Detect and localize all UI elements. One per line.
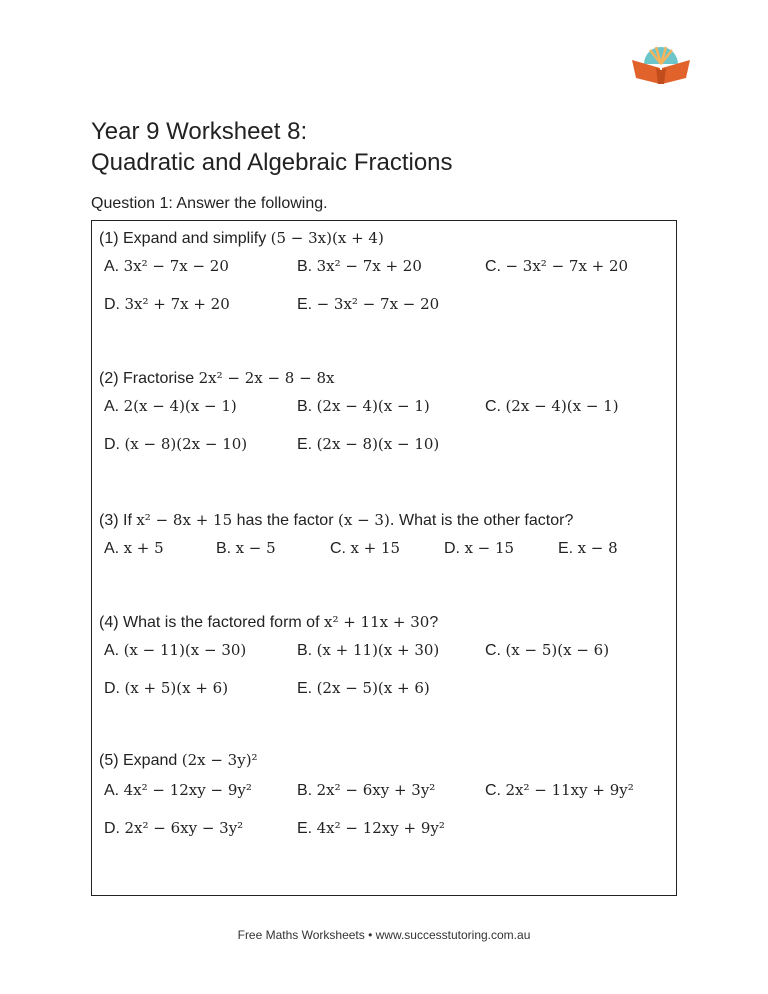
- option-letter: A.: [104, 540, 120, 557]
- option-text: (x − 11)(x − 30): [123, 641, 247, 659]
- option-letter: B.: [297, 782, 313, 799]
- option-letter: E.: [297, 820, 313, 837]
- question-3-suffix: What is the other factor?: [399, 512, 574, 529]
- option-letter: B.: [297, 642, 313, 659]
- option-text: (2x − 5)(x + 6): [316, 679, 430, 697]
- question-4-suffix: ?: [429, 614, 439, 631]
- page-title: [91, 116, 453, 178]
- question-1-expression: (5 − 3x)(x + 4): [270, 229, 384, 247]
- option-letter: E.: [297, 296, 313, 313]
- question-5-expression: (2x − 3y)²: [181, 751, 258, 769]
- q5-option-e[interactable]: [297, 819, 445, 838]
- q3-option-a[interactable]: [104, 539, 164, 558]
- q4-option-c[interactable]: [485, 641, 609, 660]
- instruction-text: Question 1: Answer the following.: [91, 195, 328, 212]
- option-text: 3x² − 7x − 20: [123, 257, 229, 275]
- option-text: (2x − 4)(x − 1): [505, 397, 619, 415]
- title-line-2: Quadratic and Algebraic Fractions: [91, 149, 453, 176]
- question-1-prefix: (1) Expand and simplify: [99, 230, 267, 247]
- q2-option-d[interactable]: [104, 435, 247, 454]
- question-2-prefix: (2) Fractorise: [99, 370, 195, 387]
- question-box: [91, 220, 677, 896]
- option-text: x + 5: [123, 539, 164, 557]
- title-line-1: Year 9 Worksheet 8:: [91, 118, 308, 145]
- option-text: (2x − 8)(x − 10): [316, 435, 440, 453]
- q2-option-b[interactable]: [297, 397, 430, 416]
- option-letter: C.: [485, 642, 501, 659]
- open-book-icon: [630, 34, 692, 86]
- question-3-expression: x² − 8x + 15: [136, 511, 233, 529]
- q3-option-c[interactable]: [330, 539, 400, 558]
- question-5-prompt: [99, 751, 258, 770]
- option-text: 3x² + 7x + 20: [124, 295, 230, 313]
- option-letter: D.: [104, 436, 120, 453]
- option-letter: A.: [104, 258, 120, 275]
- option-text: − 3x² − 7x + 20: [505, 257, 629, 275]
- option-text: − 3x² − 7x − 20: [316, 295, 440, 313]
- q5-option-c[interactable]: [485, 781, 634, 800]
- q1-option-b[interactable]: [297, 257, 422, 276]
- q4-option-d[interactable]: [104, 679, 228, 698]
- question-3-middle: has the factor: [236, 512, 334, 529]
- q5-option-a[interactable]: [104, 781, 252, 800]
- option-text: (x + 5)(x + 6): [124, 679, 229, 697]
- option-text: 4x² − 12xy + 9y²: [316, 819, 445, 837]
- option-text: 2(x − 4)(x − 1): [123, 397, 237, 415]
- q1-option-a[interactable]: [104, 257, 229, 276]
- q1-option-d[interactable]: [104, 295, 230, 314]
- option-letter: A.: [104, 642, 120, 659]
- q3-option-b[interactable]: [216, 539, 276, 558]
- question-5-prefix: (5) Expand: [99, 752, 178, 769]
- option-letter: E.: [297, 680, 313, 697]
- q3-option-e[interactable]: [558, 539, 618, 558]
- option-letter: C.: [485, 782, 501, 799]
- option-letter: C.: [330, 540, 346, 557]
- q5-option-b[interactable]: [297, 781, 435, 800]
- option-letter: C.: [485, 398, 501, 415]
- option-letter: B.: [297, 258, 313, 275]
- q5-option-d[interactable]: [104, 819, 243, 838]
- option-letter: E.: [558, 540, 574, 557]
- option-letter: A.: [104, 782, 120, 799]
- option-text: (2x − 4)(x − 1): [316, 397, 430, 415]
- option-letter: D.: [104, 680, 120, 697]
- question-3-factor: (x − 3).: [337, 511, 395, 529]
- question-4-prefix: (4) What is the factored form of: [99, 614, 320, 631]
- option-text: 2x² − 6xy − 3y²: [124, 819, 244, 837]
- q4-option-e[interactable]: [297, 679, 430, 698]
- option-text: 3x² − 7x + 20: [316, 257, 422, 275]
- option-letter: B.: [216, 540, 232, 557]
- option-text: 2x² − 6xy + 3y²: [316, 781, 436, 799]
- q1-option-e[interactable]: [297, 295, 439, 314]
- q1-option-c[interactable]: [485, 257, 628, 276]
- option-text: x + 15: [350, 539, 401, 557]
- option-text: (x − 8)(2x − 10): [124, 435, 248, 453]
- q2-option-a[interactable]: [104, 397, 237, 416]
- option-letter: A.: [104, 398, 120, 415]
- option-text: (x − 5)(x − 6): [505, 641, 610, 659]
- footer-text: Free Maths Worksheets • www.successtutoring.com.au: [237, 928, 531, 942]
- option-text: x − 8: [577, 539, 618, 557]
- option-text: 4x² − 12xy − 9y²: [123, 781, 252, 799]
- q4-option-a[interactable]: [104, 641, 246, 660]
- question-1-prompt: [99, 229, 384, 248]
- option-letter: E.: [297, 436, 313, 453]
- question-4-expression: x² + 11x + 30: [323, 613, 430, 631]
- question-2-prompt: [99, 369, 334, 388]
- q4-option-b[interactable]: [297, 641, 439, 660]
- question-3-prefix: (3) If: [99, 512, 132, 529]
- option-text: x − 5: [235, 539, 276, 557]
- question-2-expression: 2x² − 2x − 8 − 8x: [198, 369, 335, 387]
- option-text: 2x² − 11xy + 9y²: [505, 781, 634, 799]
- q3-option-d[interactable]: [444, 539, 514, 558]
- question-3-prompt: [99, 511, 573, 530]
- option-text: x − 15: [464, 539, 515, 557]
- option-text: (x + 11)(x + 30): [316, 641, 440, 659]
- question-4-prompt: [99, 613, 438, 632]
- option-letter: D.: [104, 296, 120, 313]
- option-letter: D.: [104, 820, 120, 837]
- q2-option-c[interactable]: [485, 397, 619, 416]
- option-letter: C.: [485, 258, 501, 275]
- q2-option-e[interactable]: [297, 435, 439, 454]
- option-letter: D.: [444, 540, 460, 557]
- option-letter: B.: [297, 398, 313, 415]
